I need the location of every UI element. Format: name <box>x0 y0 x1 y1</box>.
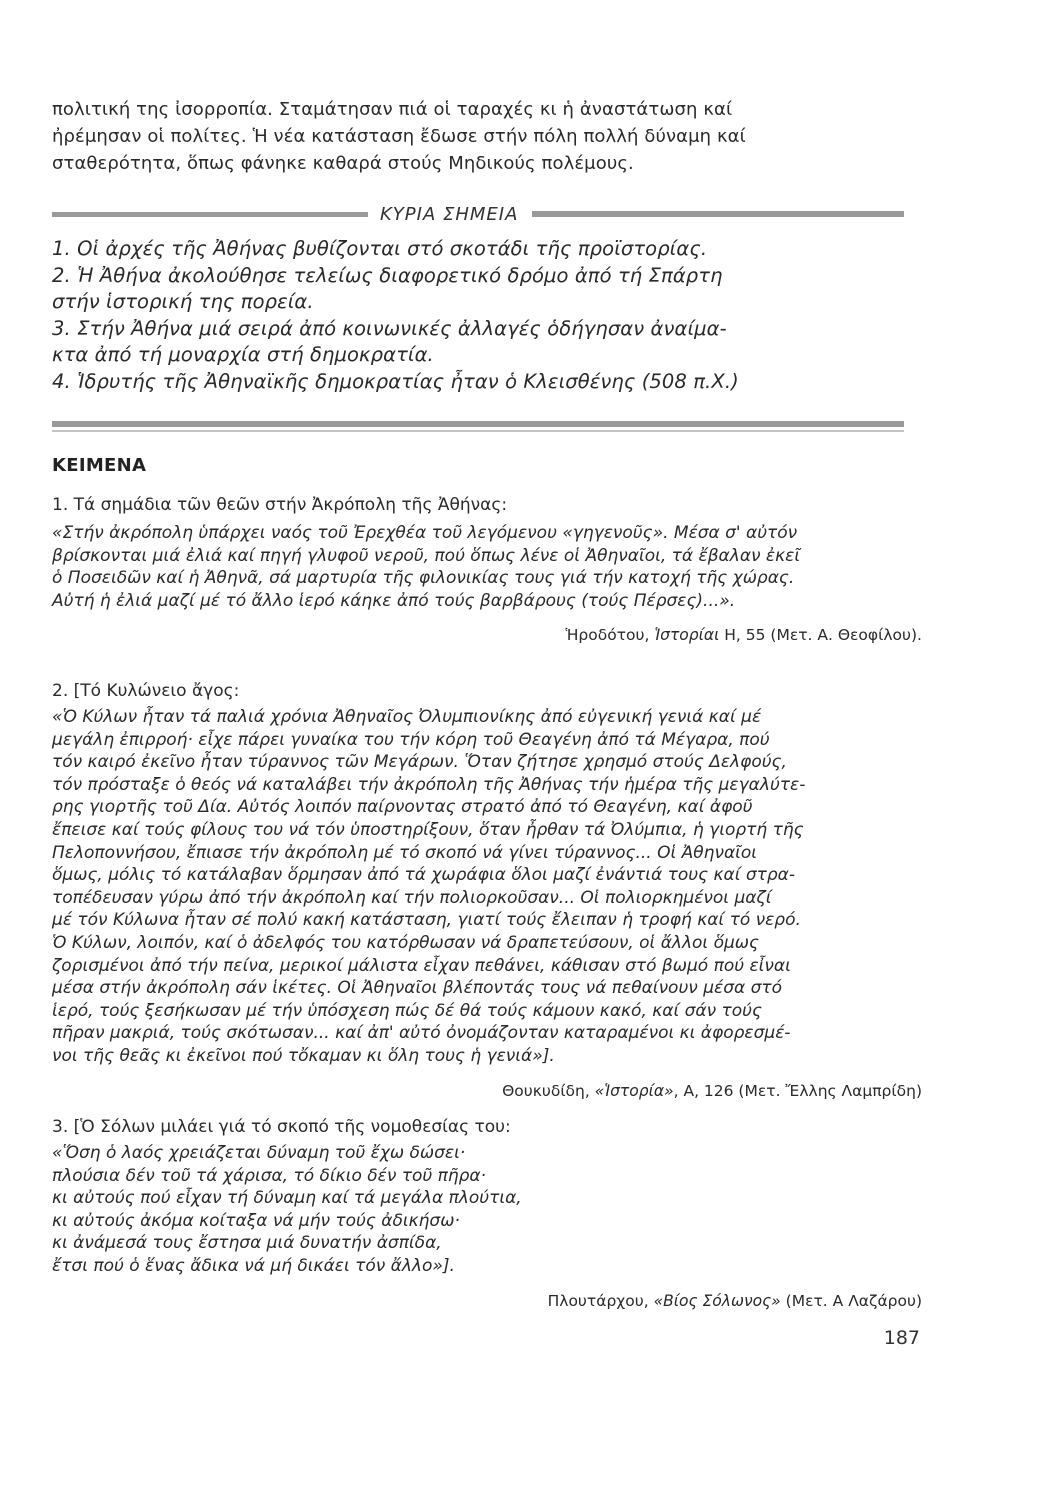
excerpt-heading: 1. Τά σημάδια τῶν θεῶν στήν Ἀκρόπολη τῆς Ἀθήνας: <box>52 495 508 515</box>
excerpt-line: ἔτσι πού ὁ ἕνας ἄδικα νά μή δικάει τόν ἄλλο»]. <box>52 1255 455 1276</box>
excerpt-line: «Ὅση ὁ λαός χρειάζεται δύναμη τοῦ ἔχω δώσει· <box>52 1143 466 1163</box>
excerpt-line: τοπέδευσαν γύρω ἀπό τήν ἀκρόπολη καί τήν πολιορκοῦσαν... Οἱ πολιορκημένοι μαζί <box>52 887 772 908</box>
key-points-list <box>52 236 922 395</box>
text-excerpt-3 <box>52 1114 922 1310</box>
intro-line: ἠρέμησαν οἱ πολίτες. Ἡ νέα κατάσταση ἔδωσε στήν πόλη πολλή δύναμη καί <box>52 126 746 147</box>
excerpt-body <box>52 706 922 1068</box>
citation-author: Ἡροδότου, <box>565 626 655 645</box>
header-rule-left <box>52 212 368 217</box>
key-points-title: ΚΥΡΙΑ ΣΗΜΕΙΑ <box>380 203 519 225</box>
excerpt-line: ρης γιορτῆς τοῦ Δία. Αὐτός λοιπόν παίρνοντας στρατό ἀπό τό Θεαγένη, καί ἀφοῦ <box>52 797 753 818</box>
excerpt-body <box>52 1142 922 1278</box>
key-points-bottom-rule-thin <box>52 430 904 432</box>
excerpt-line: πλούσια δέν τοῦ τά χάρισα, τό δίκιο δέν τοῦ πῆρα· <box>52 1165 487 1186</box>
excerpt-line: κι αὐτούς πού εἶχαν τή δύναμη καί τά μεγάλα πλούτια, <box>52 1188 522 1209</box>
excerpt-line: Πελοποννήσου, ἔπιασε τήν ἀκρόπολη μέ τό σκοπό νά γίνει τύραννος... Οἱ Ἀθηναῖοι <box>52 842 758 863</box>
excerpt-heading: 3. [Ὁ Σόλων μιλάει γιά τό σκοπό τῆς νομοθεσίας του: <box>52 1117 511 1137</box>
excerpt-citation <box>52 1082 922 1100</box>
excerpt-line: ζορισμένοι ἀπό τήν πείνα, μερικοί μάλιστα εἶχαν πεθάνει, κάθισαν στό βωμό πού εἶναι <box>52 955 791 976</box>
key-point-line: 2. Ἡ Ἀθήνα ἀκολούθησε τελείως διαφορετικό δρόμο ἀπό τή Σπάρτη <box>52 263 723 287</box>
excerpt-heading: 2. [Τό Κυλώνειο ἄγος: <box>52 681 240 701</box>
key-points-header <box>52 202 904 226</box>
key-point-line: 3. Στήν Ἀθήνα μιά σειρά ἀπό κοινωνικές ἀλλαγές ὁδήγησαν ἀναίμα- <box>52 316 727 340</box>
citation-author: Πλουτάρχου, <box>547 1291 654 1310</box>
excerpt-line: ἱερό, τούς ξεσήκωσαν μέ τήν ὑπόσχεση πώς δέ θά τούς κάμουν κακό, καί σάν τούς <box>52 1000 762 1021</box>
excerpt-line: «Στήν ἀκρόπολη ὑπάρχει ναός τοῦ Ἐρεχθέα τοῦ λεγόμενου «γηγενοῦς». Μέσα σ' αὐτόν <box>52 523 798 543</box>
citation-detail: Η, 55 (Μετ. Α. Θεοφίλου). <box>719 626 922 645</box>
key-point-line: 4. Ἱδρυτής τῆς Ἀθηναϊκῆς δημοκρατίας ἦταν ὁ Κλεισθένης (508 π.Χ.) <box>52 369 739 393</box>
intro-paragraph <box>52 96 922 177</box>
excerpt-line: ἔπεισε καί τούς φίλους του νά τόν ὑποστηρίξουν, ὅταν ἦρθαν τά Ὀλύμπια, ἡ γιορτή τῆς <box>52 819 804 840</box>
page-number: 187 <box>883 1327 920 1349</box>
citation-work: «Ἱστορία» <box>594 1081 674 1100</box>
intro-line: πολιτική της ἰσορροπία. Σταμάτησαν πιά οἱ ταραχές κι ἡ ἀναστάτωση καί <box>52 99 733 120</box>
excerpt-line: Ὁ Κύλων, λοιπόν, καί ὁ ἀδελφός του κατόρθωσαν νά δραπετεύσουν, οἱ ἄλλοι ὅμως <box>52 932 760 953</box>
excerpt-line: μεγάλη ἐπιρροή· εἶχε πάρει γυναίκα του τήν κόρη τοῦ Θεαγένη ἀπό τά Μέγαρα, πού <box>52 729 770 750</box>
excerpt-line: «Ὁ Κύλων ἦταν τά παλιά χρόνια Ἀθηναῖος Ὀλυμπιονίκης ἀπό εὐγενική γενιά καί μέ <box>52 707 762 727</box>
excerpt-line: πῆραν μακριά, τούς σκότωσαν... καί ἀπ' αὐτό ὀνομάζονταν καταραμένοι κι ἀφορεσμέ- <box>52 1023 791 1044</box>
excerpt-line: μέ τόν Κύλωνα ἦταν σέ πολύ κακή κατάσταση, γιατί τούς ἔλειπαν ἡ τροφή καί τό νερό. <box>52 910 801 931</box>
text-excerpt-1 <box>52 492 922 644</box>
excerpt-line: Αὐτή ἡ ἐλιά μαζί μέ τό ἄλλο ἱερό κάηκε ἀπό τούς βαρβάρους (τούς Πέρσες)...». <box>52 590 736 611</box>
excerpt-line: τόν καιρό ἐκεῖνο ἦταν τύραννος τῶν Μεγάρων. Ὅταν ζήτησε χρησμό στούς Δελφούς, <box>52 752 787 773</box>
excerpt-line: κι ἀνάμεσά τους ἔστησα μιά δυνατήν ἀσπίδα, <box>52 1233 442 1254</box>
header-rule-right <box>532 211 904 217</box>
key-point-line: 1. Οἱ ἀρχές τῆς Ἀθήνας βυθίζονται στό σκοτάδι τῆς προϊστορίας. <box>52 237 708 260</box>
excerpt-body <box>52 522 922 612</box>
citation-author: Θουκυδίδη, <box>502 1081 595 1100</box>
excerpt-citation <box>52 626 922 644</box>
excerpt-citation <box>52 1292 922 1310</box>
excerpt-line: ὁ Ποσειδῶν καί ἡ Ἀθηνᾶ, σά μαρτυρία τῆς φιλονικίας τους γιά τήν κατοχή τῆς χώρας. <box>52 568 795 589</box>
excerpt-line: μέσα στήν ἀκρόπολη σάν ἱκέτες. Οἱ Ἀθηναῖοι βλέποντάς τους νά πεθαίνουν μέσα στό <box>52 978 782 999</box>
excerpt-line: κι αὐτούς ἀκόμα κοίταξα νά μήν τούς ἀδικήσω· <box>52 1210 460 1231</box>
key-point-line: στήν ἱστορική της πορεία. <box>52 290 314 313</box>
excerpt-line: τόν πρόσταξε ὁ θεός νά καταλάβει τήν ἀκρόπολη τῆς Ἀθήνας τήν ἡμέρα τῆς μεγαλύτε- <box>52 774 806 795</box>
citation-work: «Βίος Σόλωνος» <box>653 1291 781 1310</box>
excerpt-line: ὅμως, μόλις τό κατάλαβαν ὅρμησαν ἀπό τά χωράφια ὅλοι μαζί ἐνάντιά τους καί στρα- <box>52 865 796 886</box>
key-points-bottom-rule <box>52 421 904 427</box>
excerpt-line: βρίσκονται μιά ἐλιά καί πηγή γλυφοῦ νεροῦ, πού ὅπως λένε οἱ Ἀθηναῖοι, τά ἔβαλαν ἐκεῖ <box>52 545 801 566</box>
citation-work: Ἱστορίαι <box>654 626 720 645</box>
texts-section-title: ΚΕΙΜΕΝΑ <box>52 455 147 476</box>
excerpt-line: νοι τῆς θεᾶς κι ἐκεῖνοι πού τὄκαμαν κι ὅλη τους ἡ γενιά»]. <box>52 1045 555 1066</box>
citation-detail: , Α, 126 (Μετ. Ἔλλης Λαμπρίδη) <box>673 1081 922 1100</box>
text-excerpt-2 <box>52 678 922 1100</box>
citation-detail: (Μετ. Α Λαζάρου) <box>780 1291 922 1310</box>
intro-line: σταθερότητα, ὅπως φάνηκε καθαρά στούς Μηδικούς πολέμους. <box>52 153 634 174</box>
key-point-line: κτα ἀπό τή μοναρχία στή δημοκρατία. <box>52 343 434 366</box>
